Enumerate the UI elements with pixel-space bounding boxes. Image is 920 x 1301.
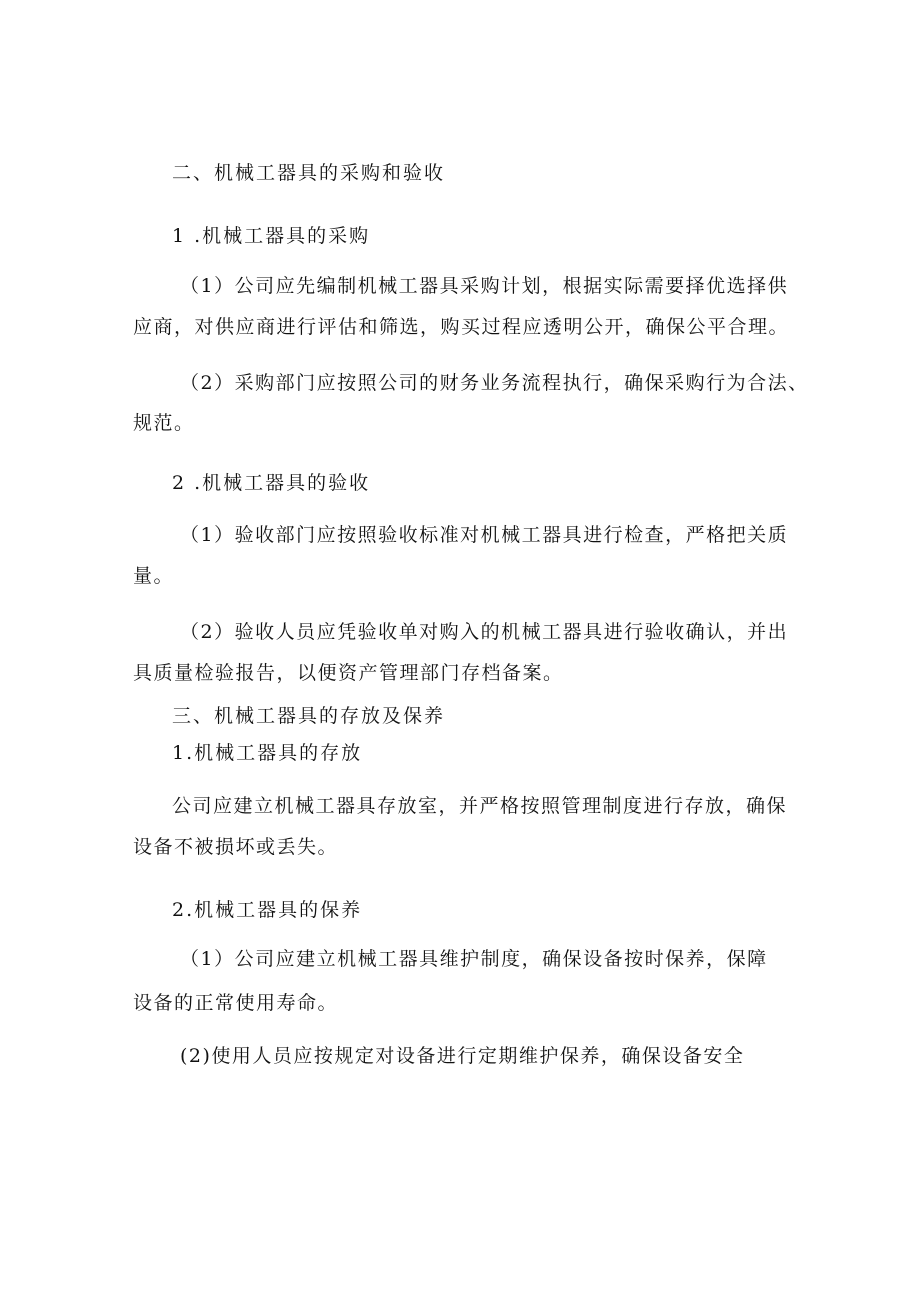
- paragraph-line: （1）公司应先编制机械工器具采购计划，根据实际需要择优选择供: [180, 275, 789, 297]
- paragraph-line: （2）验收人员应凭验收单对购入的机械工器具进行验收确认，并出: [180, 621, 789, 643]
- subheading-acceptance: 2 .机械工器具的验收: [172, 472, 371, 494]
- paragraph-line: (2)使用人员应按规定对设备进行定期维护保养，确保设备安全: [180, 1045, 745, 1067]
- paragraph-line: 设备不被损坏或丢失。: [133, 836, 339, 858]
- paragraph-line: 公司应建立机械工器具存放室，并严格按照管理制度进行存放，确保: [172, 795, 788, 817]
- paragraph-line: （1）验收部门应按照验收标准对机械工器具进行检查，严格把关质: [180, 524, 789, 546]
- paragraph-line: 规范。: [133, 412, 195, 434]
- paragraph-line: 设备的正常使用寿命。: [133, 992, 339, 1014]
- paragraph-line: 具质量检验报告，以便资产管理部门存档备案。: [133, 662, 564, 684]
- subheading-maintenance: 2.机械工器具的保养: [172, 899, 363, 921]
- paragraph-line: （1）公司应建立机械工器具维护制度，确保设备按时保养，保障: [180, 948, 768, 970]
- paragraph-line: （2）采购部门应按照公司的财务业务流程执行，确保采购行为合法、: [180, 372, 809, 394]
- section-heading-2: 二、机械工器具的采购和验收: [172, 162, 446, 184]
- paragraph-line: 应商，对供应商进行评估和筛选，购买过程应透明公开，确保公平合理。: [133, 316, 790, 338]
- section-heading-3: 三、机械工器具的存放及保养: [172, 705, 446, 727]
- paragraph-line: 量。: [133, 565, 175, 587]
- subheading-storage: 1.机械工器具的存放: [172, 742, 363, 764]
- subheading-procurement: 1 .机械工器具的采购: [172, 225, 371, 247]
